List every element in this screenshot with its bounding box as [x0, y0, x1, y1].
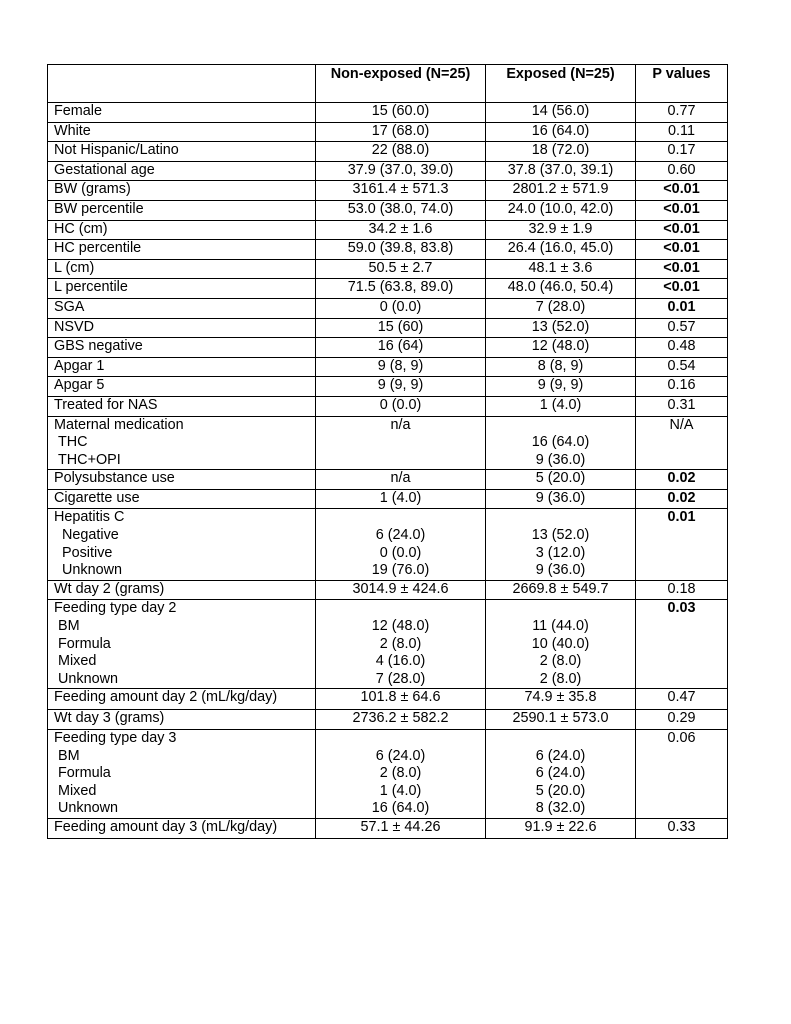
p-value: 0.01: [636, 298, 728, 318]
exposed-value: 8 (32.0): [535, 800, 586, 817]
header-non-exposed: Non-exposed (N=25): [316, 65, 486, 103]
group-title: Hepatitis C: [54, 509, 125, 526]
row-label: L (cm): [48, 259, 316, 279]
table-body: [48, 103, 728, 839]
p-value: 0.02: [636, 489, 728, 509]
non-exposed-value: 2736.2 ± 582.2: [316, 710, 486, 730]
non-exposed-value: 71.5 (63.8, 89.0): [316, 279, 486, 299]
table-row: [48, 240, 728, 260]
table-row-group: [48, 730, 728, 819]
exposed-value: 5 (20.0): [486, 470, 636, 490]
p-value: <0.01: [636, 181, 728, 201]
p-value: 0.33: [636, 818, 728, 838]
exposed-value: 18 (72.0): [486, 142, 636, 162]
non-exposed-value: 3014.9 ± 424.6: [316, 580, 486, 600]
sub-label: Mixed: [58, 653, 97, 670]
table-row: [48, 489, 728, 509]
exposed-value: 37.8 (37.0, 39.1): [486, 161, 636, 181]
p-value: 0.16: [636, 377, 728, 397]
non-exposed-value: 6 (24.0): [375, 527, 426, 544]
exposed-value: 6 (24.0): [535, 765, 586, 782]
non-exposed-value: 22 (88.0): [316, 142, 486, 162]
exposed-value: 5 (20.0): [535, 782, 586, 799]
exposed-value: 2 (8.0): [539, 670, 582, 687]
table-row: [48, 122, 728, 142]
header-exposed: Exposed (N=25): [486, 65, 636, 103]
exposed-value-group: [486, 416, 636, 470]
table-row: [48, 279, 728, 299]
row-label: White: [48, 122, 316, 142]
non-exposed-value: 15 (60.0): [316, 103, 486, 123]
spacer: [486, 509, 635, 527]
sub-label: Mixed: [58, 782, 97, 799]
p-value: 0.48: [636, 338, 728, 358]
p-value: 0.17: [636, 142, 728, 162]
p-value: <0.01: [636, 259, 728, 279]
header-p-values: P values: [636, 65, 728, 103]
non-exposed-value: 101.8 ± 64.6: [316, 689, 486, 710]
table-row: [48, 142, 728, 162]
group-title: Maternal medication: [54, 416, 184, 433]
exposed-value: 1 (4.0): [486, 396, 636, 416]
non-exposed-value: 9 (9, 9): [316, 377, 486, 397]
non-exposed-value: 6 (24.0): [375, 747, 426, 764]
table-row: [48, 103, 728, 123]
table-row: [48, 161, 728, 181]
non-exposed-value: 7 (28.0): [375, 670, 426, 687]
exposed-value: 7 (28.0): [486, 298, 636, 318]
p-value: 0.57: [636, 318, 728, 338]
exposed-value: 9 (9, 9): [486, 377, 636, 397]
exposed-value: 91.9 ± 22.6: [486, 818, 636, 838]
exposed-value: 48.1 ± 3.6: [486, 259, 636, 279]
row-label: Feeding amount day 2 (mL/kg/day): [48, 689, 316, 710]
table-row: [48, 298, 728, 318]
exposed-value: 6 (24.0): [535, 747, 586, 764]
non-exposed-value-group: [316, 509, 486, 580]
exposed-value: 16 (64.0): [486, 122, 636, 142]
table-row: [48, 396, 728, 416]
p-value: <0.01: [636, 220, 728, 240]
non-exposed-value: 2 (8.0): [379, 635, 422, 652]
row-label-group: [48, 730, 316, 819]
table-row-group: [48, 416, 728, 470]
row-label: L percentile: [48, 279, 316, 299]
non-exposed-value: 1 (4.0): [379, 782, 422, 799]
header-empty: [48, 65, 316, 103]
exposed-value-group: [486, 730, 636, 819]
header-row: [48, 65, 728, 103]
sub-label: Unknown: [62, 562, 122, 579]
p-value: 0.47: [636, 689, 728, 710]
non-exposed-value-group: [316, 600, 486, 689]
non-exposed-value: 0 (0.0): [316, 298, 486, 318]
exposed-value: 10 (40.0): [531, 635, 590, 652]
exposed-value: 12 (48.0): [486, 338, 636, 358]
sub-label: THC: [58, 434, 88, 451]
row-label: Gestational age: [48, 161, 316, 181]
spacer: [316, 730, 485, 748]
exposed-value: 14 (56.0): [486, 103, 636, 123]
table-row-group: [48, 509, 728, 580]
group-title: Feeding type day 3: [54, 730, 177, 746]
p-value: 0.01: [636, 509, 728, 580]
row-label-group: [48, 416, 316, 470]
spacer: [316, 600, 485, 618]
table-row: [48, 818, 728, 838]
row-label-group: [48, 509, 316, 580]
row-label: NSVD: [48, 318, 316, 338]
row-label: Wt day 2 (grams): [48, 580, 316, 600]
row-label: Apgar 5: [48, 377, 316, 397]
group-title: Feeding type day 2: [54, 600, 177, 617]
non-exposed-value-group: [316, 730, 486, 819]
table-row: [48, 377, 728, 397]
exposed-value: 8 (8, 9): [486, 357, 636, 377]
p-value: N/A: [636, 416, 728, 470]
non-exposed-value: 12 (48.0): [371, 618, 430, 635]
row-label: HC (cm): [48, 220, 316, 240]
p-value: 0.18: [636, 580, 728, 600]
row-label: Cigarette use: [48, 489, 316, 509]
non-exposed-value: 3161.4 ± 571.3: [316, 181, 486, 201]
non-exposed-value: n/a: [390, 416, 411, 433]
row-label: Apgar 1: [48, 357, 316, 377]
non-exposed-value: 4 (16.0): [375, 653, 426, 670]
exposed-value: 2590.1 ± 573.0: [486, 710, 636, 730]
row-label: BW (grams): [48, 181, 316, 201]
table-row: [48, 357, 728, 377]
non-exposed-value: 16 (64): [316, 338, 486, 358]
exposed-value: 2 (8.0): [539, 653, 582, 670]
table-row: [48, 220, 728, 240]
sub-label: THC+OPI: [58, 451, 121, 468]
row-label-group: [48, 600, 316, 689]
non-exposed-value: 53.0 (38.0, 74.0): [316, 200, 486, 220]
table-row: [48, 580, 728, 600]
non-exposed-value: 9 (8, 9): [316, 357, 486, 377]
exposed-value: 16 (64.0): [531, 434, 590, 451]
row-label: Wt day 3 (grams): [48, 710, 316, 730]
row-label: SGA: [48, 298, 316, 318]
p-value: <0.01: [636, 279, 728, 299]
exposed-value: 74.9 ± 35.8: [486, 689, 636, 710]
spacer: [486, 417, 635, 435]
sub-label: Positive: [62, 544, 113, 561]
non-exposed-value: n/a: [316, 470, 486, 490]
exposed-value: 13 (52.0): [531, 527, 590, 544]
row-label: Polysubstance use: [48, 470, 316, 490]
exposed-value-group: [486, 600, 636, 689]
non-exposed-value: 0 (0.0): [316, 396, 486, 416]
spacer: [316, 509, 485, 527]
sub-label: Formula: [58, 765, 111, 782]
non-exposed-value-group: [316, 416, 486, 470]
spacer: [486, 730, 635, 748]
exposed-value: 32.9 ± 1.9: [486, 220, 636, 240]
non-exposed-value: 0 (0.0): [379, 544, 422, 561]
table-row: [48, 338, 728, 358]
row-label: Feeding amount day 3 (mL/kg/day): [48, 818, 316, 838]
p-value: 0.11: [636, 122, 728, 142]
exposed-value: 9 (36.0): [535, 562, 586, 579]
row-label: Treated for NAS: [48, 396, 316, 416]
non-exposed-value: 34.2 ± 1.6: [316, 220, 486, 240]
exposed-value: 24.0 (10.0, 42.0): [486, 200, 636, 220]
non-exposed-value: 16 (64.0): [371, 800, 430, 817]
p-value: 0.02: [636, 470, 728, 490]
exposed-value-group: [486, 509, 636, 580]
p-value: 0.29: [636, 710, 728, 730]
exposed-value: 26.4 (16.0, 45.0): [486, 240, 636, 260]
row-label: Female: [48, 103, 316, 123]
sub-label: BM: [58, 747, 80, 764]
p-value: <0.01: [636, 240, 728, 260]
non-exposed-value: 57.1 ± 44.26: [316, 818, 486, 838]
exposed-value: 9 (36.0): [535, 451, 586, 468]
exposed-value: 2669.8 ± 549.7: [486, 580, 636, 600]
non-exposed-value: 59.0 (39.8, 83.8): [316, 240, 486, 260]
sub-label: BM: [58, 618, 80, 635]
non-exposed-value: 15 (60): [316, 318, 486, 338]
exposed-value: 11 (44.0): [532, 618, 589, 635]
table-row: [48, 470, 728, 490]
p-value: <0.01: [636, 200, 728, 220]
p-value: 0.60: [636, 161, 728, 181]
row-label: Not Hispanic/Latino: [48, 142, 316, 162]
exposed-value: 48.0 (46.0, 50.4): [486, 279, 636, 299]
p-value: 0.77: [636, 103, 728, 123]
p-value: 0.54: [636, 357, 728, 377]
exposed-value: 3 (12.0): [535, 544, 586, 561]
row-label: BW percentile: [48, 200, 316, 220]
non-exposed-value: 1 (4.0): [316, 489, 486, 509]
p-value: 0.03: [636, 600, 728, 689]
sub-label: Unknown: [58, 670, 118, 687]
non-exposed-value: 19 (76.0): [371, 562, 430, 579]
row-label: GBS negative: [48, 338, 316, 358]
non-exposed-value: 37.9 (37.0, 39.0): [316, 161, 486, 181]
exposed-value: 13 (52.0): [486, 318, 636, 338]
row-label: HC percentile: [48, 240, 316, 260]
non-exposed-value: 2 (8.0): [379, 765, 422, 782]
table-row: [48, 259, 728, 279]
table-row: [48, 181, 728, 201]
demographics-table: [47, 64, 728, 839]
sub-label: Unknown: [58, 800, 118, 817]
table-row: [48, 200, 728, 220]
spacer: [486, 600, 635, 618]
p-value: 0.31: [636, 396, 728, 416]
non-exposed-value: 50.5 ± 2.7: [316, 259, 486, 279]
exposed-value: 2801.2 ± 571.9: [486, 181, 636, 201]
non-exposed-value: 17 (68.0): [316, 122, 486, 142]
exposed-value: 9 (36.0): [486, 489, 636, 509]
p-value: 0.06: [636, 730, 728, 819]
sub-label: Negative: [62, 527, 119, 544]
table-row: [48, 710, 728, 730]
table-row: [48, 318, 728, 338]
table-row-group: [48, 600, 728, 689]
sub-label: Formula: [58, 635, 111, 652]
table-row: [48, 689, 728, 710]
